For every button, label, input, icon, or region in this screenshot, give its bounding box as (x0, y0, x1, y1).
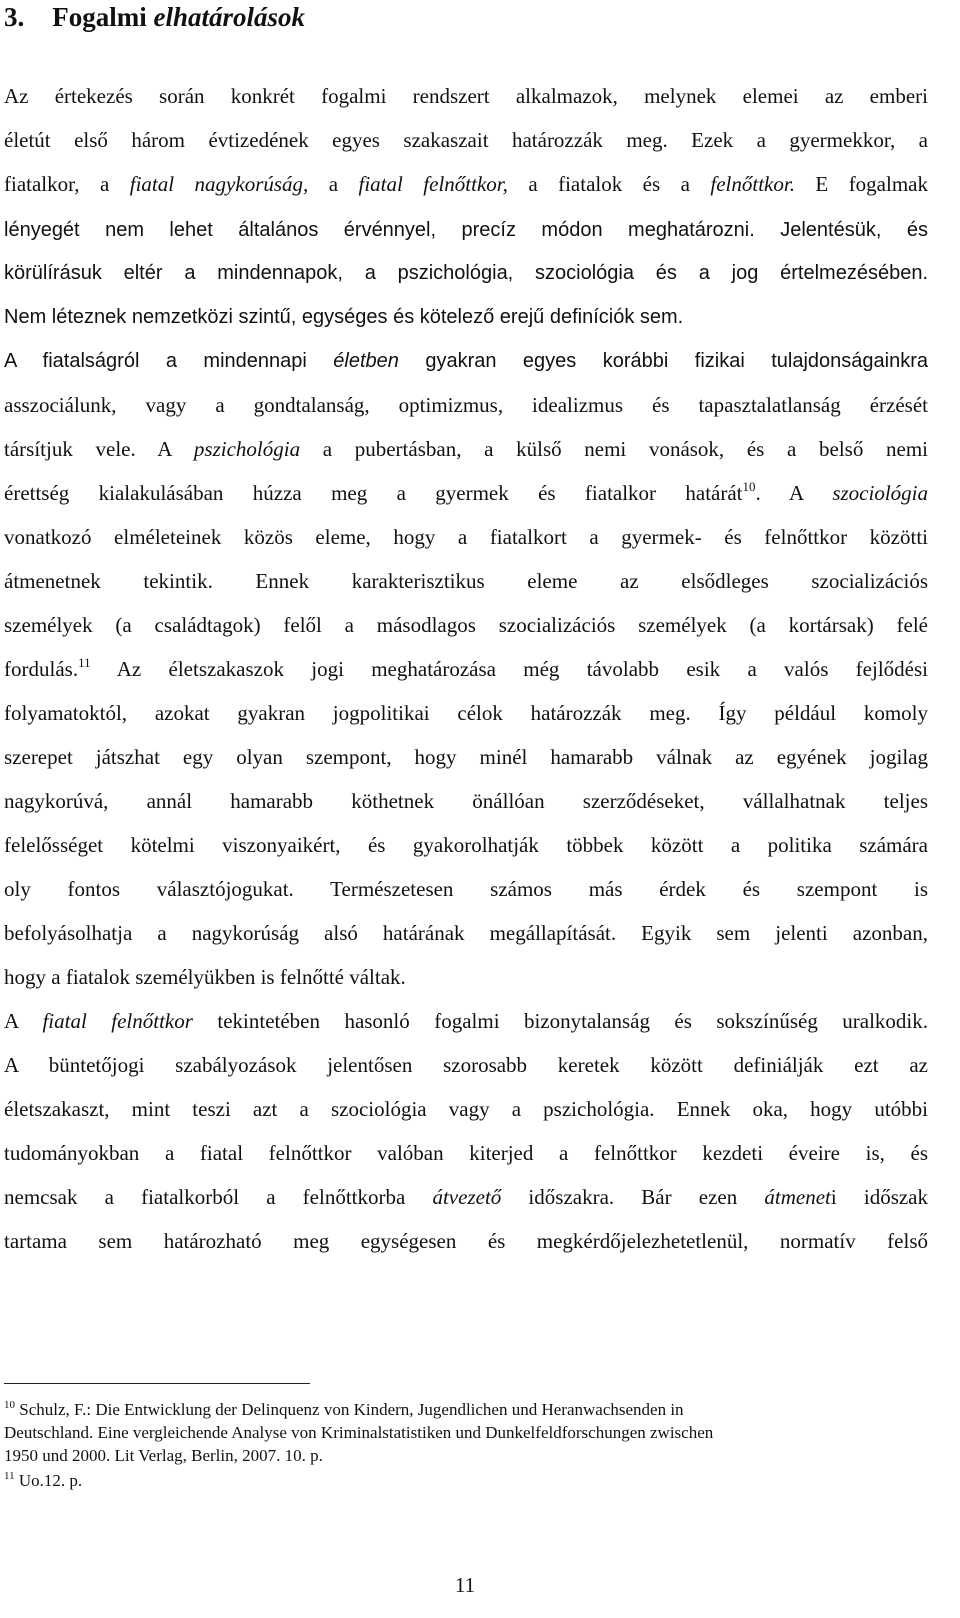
text-run: A büntetőjogi szabályozások jelentősen szorosabb keretek között definiálják ezt az (4, 1053, 928, 1077)
footnote-line (4, 1398, 924, 1421)
body-line (4, 82, 928, 110)
footnote-line (4, 1469, 924, 1492)
text-run: . A (755, 481, 833, 505)
body-line (4, 743, 928, 771)
text-run: lényegét nem lehet általános érvénnyel, precíz módon meghatározni. Jelentésük, és (4, 219, 928, 241)
text-run: érettség kialakulásában húzza meg a gyermek és fiatalkor határát (4, 481, 743, 505)
section-number: 3. (4, 2, 25, 32)
footnote-ref: 11 (78, 655, 91, 670)
body-line (4, 875, 928, 903)
text-run: fiatalkor, a (4, 172, 130, 196)
body-line (4, 523, 928, 551)
section-heading (4, 0, 305, 34)
text-run: életben (333, 350, 399, 372)
body-line (4, 1139, 928, 1167)
text-run: átmenetnek tekintik. Ennek karakterisztikus eleme az elsődleges szocializációs (4, 569, 928, 593)
footnote-text: Schulz, F.: Die Entwicklung der Delinquenz von Kindern, Jugendlichen und Heranwachsenden in (15, 1400, 684, 1419)
body-line (4, 1227, 928, 1255)
text-run: Az életszakaszok jogi meghatározása még távolabb esik a valós fejlődési (90, 657, 928, 681)
body-line (4, 170, 928, 198)
text-run: fordulás. (4, 657, 79, 681)
text-run: E fogalmak (794, 172, 928, 196)
text-run: szerepet játszhat egy olyan szempont, hogy minél hamarabb válnak az egyének jogilag (4, 745, 928, 769)
section-title-plain: Fogalmi (52, 2, 154, 32)
footnote-marker: 11 (4, 1470, 15, 1482)
footnote-line (4, 1421, 924, 1444)
text-run: i időszak (830, 1185, 929, 1209)
footnote-text: Uo.12. p. (14, 1471, 83, 1490)
text-run: időszakra. Bár ezen (501, 1185, 765, 1209)
text-run: hogy a fiatalok személyükben is felnőtté váltak. (4, 965, 406, 989)
text-run: körülírásuk eltér a mindennapok, a pszichológia, szociológia és a jog értelmezésében. (4, 262, 928, 284)
footnote-line (4, 1444, 924, 1467)
body-line (4, 259, 928, 287)
text-run: tudományokban a fiatal felnőttkor valóban kiterjed a felnőttkor kezdeti éveire is, és (4, 1141, 928, 1165)
text-run: Az értekezés során konkrét fogalmi rendszert alkalmazok, melynek elemei az emberi (4, 84, 928, 108)
text-run: nagykorúvá, annál hamarabb köthetnek önállóan szerződéseket, vállalhatnak teljes (4, 789, 928, 813)
text-run: fiatal nagykorúság, (129, 172, 309, 196)
text-run: tartama sem határozható meg egységesen és megkérdőjelezhetetlenül, normatív felső (4, 1229, 928, 1253)
text-run: személyek (a családtagok) felől a másodlagos szocializációs személyek (a kortársak) felé (4, 613, 928, 637)
text-run: folyamatoktól, azokat gyakran jogpolitikai célok határozzák meg. Így például komoly (4, 701, 928, 725)
text-run: felnőttkor. (710, 172, 795, 196)
text-run: a fiatalok és a (507, 172, 711, 196)
text-run: befolyásolhatja a nagykorúság alsó határának megállapítását. Egyik sem jelenti azonban, (4, 921, 928, 945)
body-line (4, 567, 928, 595)
text-run: társítjuk vele. A (4, 437, 194, 461)
body-line (4, 787, 928, 815)
body-line (4, 1051, 928, 1079)
body-line (4, 479, 928, 507)
text-run: fiatal felnőttkor, (358, 172, 508, 196)
text-run: tekintetében hasonló fogalmi bizonytalanság és sokszínűség uralkodik. (192, 1009, 929, 1033)
text-run: a (308, 172, 359, 196)
text-run: gyakran egyes korábbi fizikai tulajdonságainkra (398, 350, 929, 372)
body-line (4, 126, 928, 154)
footnote-separator (4, 1383, 310, 1384)
text-run: átmenet (764, 1185, 831, 1209)
body-line (4, 919, 928, 947)
footnote-text: Deutschland. Eine vergleichende Analyse von Kriminalstatistiken und Dunkelfeldforschungen zwischen (4, 1423, 714, 1442)
body-line (4, 216, 928, 244)
text-run: A fiatalságról a mindennapi (4, 350, 334, 372)
footnote-text: 1950 und 2000. Lit Verlag, Berlin, 2007. 10. p. (4, 1446, 323, 1465)
body-line (4, 347, 928, 375)
body-line (4, 831, 928, 859)
body-line (4, 699, 928, 727)
footnote-ref: 10 (742, 479, 756, 494)
text-run: asszociálunk, vagy a gondtalanság, optimizmus, idealizmus és tapasztalatlanság érzését (4, 393, 928, 417)
body-line (4, 1007, 928, 1035)
body-line (4, 963, 928, 991)
text-run: életút első három évtizedének egyes szakaszait határozzák meg. Ezek a gyermekkor, a (4, 128, 928, 152)
page-number: 11 (454, 1573, 476, 1597)
text-run: életszakaszt, mint teszi azt a szociológia vagy a pszichológia. Ennek oka, hogy utóbbi (4, 1097, 928, 1121)
text-run: átvezető (432, 1185, 502, 1209)
text-run: vonatkozó elméleteinek közös eleme, hogy a fiatalkort a gyermek- és felnőttkor közötti (4, 525, 928, 549)
text-run: oly fontos választójogukat. Természetesen számos más érdek és szempont is (4, 877, 928, 901)
body-line (4, 303, 928, 331)
body-line (4, 391, 928, 419)
body-line (4, 655, 928, 683)
text-run: nemcsak a fiatalkorból a felnőttkorba (4, 1185, 433, 1209)
text-run: A (4, 1009, 43, 1033)
section-title-italic: elhatárolások (153, 2, 306, 32)
text-run: szociológia (832, 481, 928, 505)
body-line (4, 611, 928, 639)
body-line (4, 1095, 928, 1123)
text-run: felelősséget kötelmi viszonyaikért, és gyakorolhatják többek között a politika számára (4, 833, 928, 857)
text-run: Nem léteznek nemzetközi szintű, egységes és kötelező erejű definíciók sem. (4, 306, 684, 328)
body-line (4, 1183, 928, 1211)
text-run: a pubertásban, a külső nemi vonások, és a belső nemi (300, 437, 928, 461)
footnote-marker: 10 (4, 1399, 15, 1411)
body-line (4, 435, 928, 463)
text-run: pszichológia (193, 437, 301, 461)
text-run: fiatal felnőttkor (42, 1009, 193, 1033)
